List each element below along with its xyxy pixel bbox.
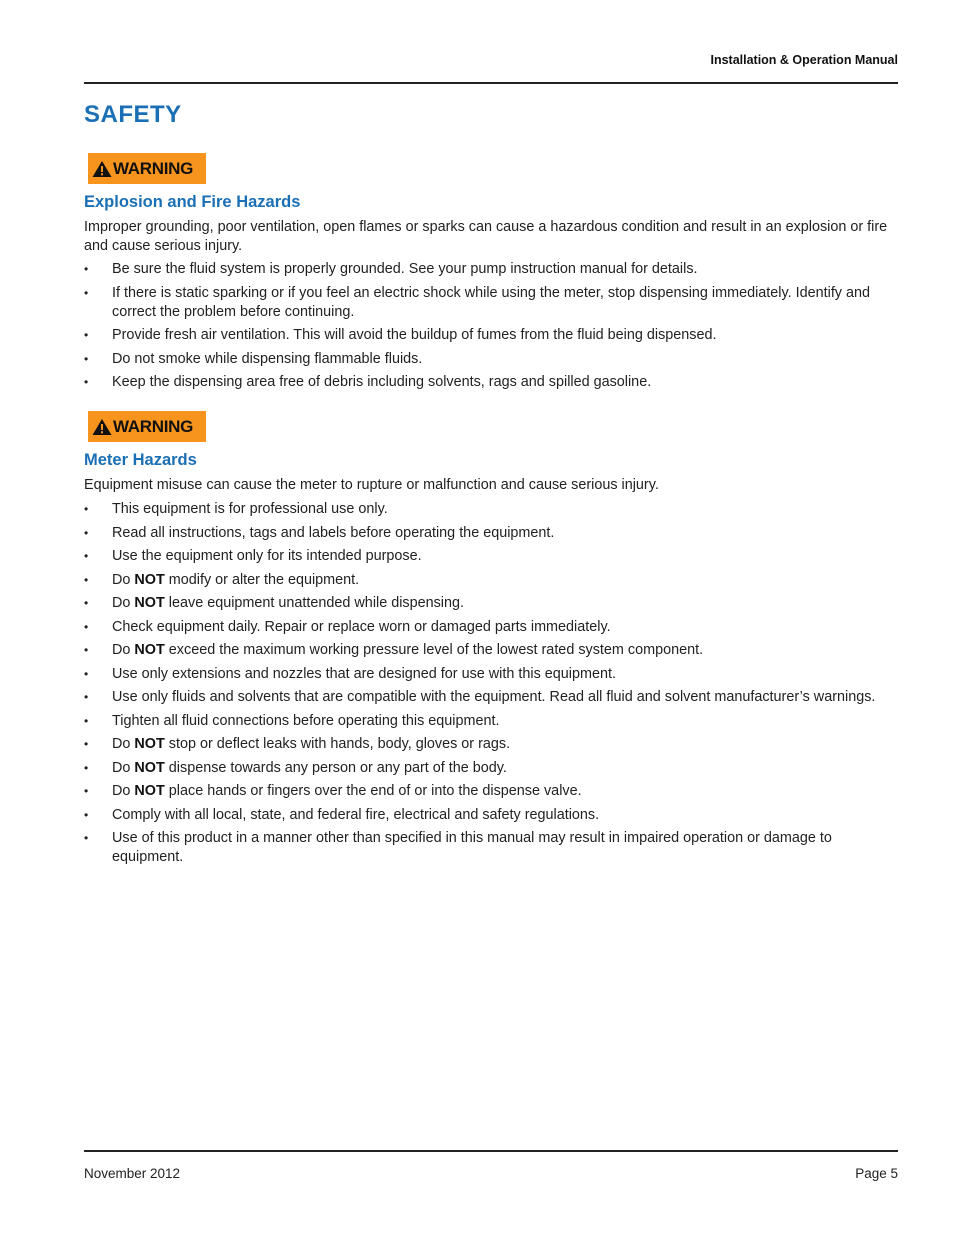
item-text: Comply with all local, state, and federal fire, electrical and safety regulations. bbox=[112, 806, 600, 823]
meter-hazard-list bbox=[84, 500, 898, 872]
section-title: SAFETY bbox=[84, 101, 182, 128]
item-text: This equipment is for professional use only. bbox=[112, 501, 388, 517]
list-item bbox=[84, 571, 898, 590]
list-item bbox=[84, 500, 898, 519]
item-text: Use only fluids and solvents that are compatible with the equipment. Read all fluid and solvent manufacturer’s warnings. bbox=[112, 689, 876, 705]
item-text: leave equipment unattended while dispensing. bbox=[164, 595, 465, 611]
list-item: • If there is static sparking or if you feel an electric shock while using the meter, stop dispensing immediately. Identify and correct the problem before continuing. bbox=[84, 284, 898, 322]
meter-intro-text: Equipment misuse can cause the meter to rupture or malfunction and cause serious injury. bbox=[84, 477, 659, 493]
item-text: Tighten all fluid connections before operating this equipment. bbox=[112, 712, 500, 729]
list-item bbox=[84, 806, 898, 825]
list-item bbox=[84, 759, 898, 778]
warning-label: WARNING bbox=[113, 158, 194, 178]
item-text: dispense towards any person or any part of the body. bbox=[164, 759, 507, 776]
page-footer bbox=[84, 1150, 898, 1181]
warning-triangle-icon bbox=[92, 418, 112, 436]
explosion-intro-text: Improper grounding, poor ventilation, open flames or sparks can cause a hazardous condition and result in an explosion or fire and cause serious injury. bbox=[84, 219, 888, 254]
list-item bbox=[84, 829, 898, 867]
item-text: Use only extensions and nozzles that are designed for use with this equipment. bbox=[112, 665, 616, 682]
page-header bbox=[84, 52, 898, 84]
emphasis-not: NOT bbox=[134, 571, 165, 588]
emphasis-not: NOT bbox=[134, 783, 165, 799]
list-item: • Provide fresh air ventilation. This will avoid the buildup of fumes from the fluid being dispensed. bbox=[84, 326, 898, 345]
emphasis-not: NOT bbox=[134, 736, 165, 752]
item-text: Do bbox=[112, 736, 135, 752]
item-text: Do bbox=[112, 783, 135, 799]
item-text: place hands or fingers over the end of or into the dispense valve. bbox=[164, 783, 582, 799]
item-text: Check equipment daily. Repair or replace worn or damaged parts immediately. bbox=[112, 618, 611, 635]
list-item bbox=[84, 665, 898, 684]
item-text: stop or deflect leaks with hands, body, gloves or rags. bbox=[164, 736, 511, 752]
list-item bbox=[84, 782, 898, 801]
list-item bbox=[84, 594, 898, 613]
list-item: • Do not smoke while dispensing flammable fluids. bbox=[84, 350, 898, 369]
emphasis-not: NOT bbox=[134, 642, 165, 658]
list-item bbox=[84, 641, 898, 660]
item-text: Do bbox=[112, 571, 135, 588]
list-item bbox=[84, 735, 898, 754]
warning-triangle-icon bbox=[92, 160, 112, 178]
publication-date: November 2012 bbox=[84, 1166, 181, 1181]
list-item: • Be sure the fluid system is properly grounded. See your pump instruction manual for details. bbox=[84, 260, 898, 279]
list-item bbox=[84, 547, 898, 566]
item-text: Use the equipment only for its intended purpose. bbox=[112, 548, 422, 564]
manual-title: Installation & Operation Manual bbox=[710, 53, 898, 67]
warning-badge-explosion bbox=[88, 153, 206, 184]
list-item bbox=[84, 712, 898, 731]
item-text: Do bbox=[112, 759, 135, 776]
emphasis-not: NOT bbox=[134, 595, 165, 611]
explosion-hazard-list bbox=[84, 260, 898, 397]
list-item bbox=[84, 688, 898, 707]
warning-badge-meter bbox=[88, 411, 206, 442]
list-item bbox=[84, 524, 898, 543]
item-text: modify or alter the equipment. bbox=[164, 571, 360, 588]
page-number: Page 5 bbox=[855, 1166, 898, 1181]
warning-label: WARNING bbox=[113, 416, 194, 436]
explosion-hazards-heading: Explosion and Fire Hazards bbox=[84, 193, 301, 211]
item-text: exceed the maximum working pressure level of the lowest rated system component. bbox=[164, 642, 704, 658]
list-item: • Keep the dispensing area free of debris including solvents, rags and spilled gasoline. bbox=[84, 373, 898, 392]
meter-hazards-heading: Meter Hazards bbox=[84, 451, 197, 469]
item-text: Read all instructions, tags and labels before operating the equipment. bbox=[112, 524, 555, 541]
list-item bbox=[84, 618, 898, 637]
item-text: Do bbox=[112, 642, 135, 658]
emphasis-not: NOT bbox=[134, 759, 165, 776]
item-text: Do bbox=[112, 595, 135, 611]
item-text: Use of this product in a manner other than specified in this manual may result in impaired operation or damage to equipment. bbox=[112, 830, 832, 865]
